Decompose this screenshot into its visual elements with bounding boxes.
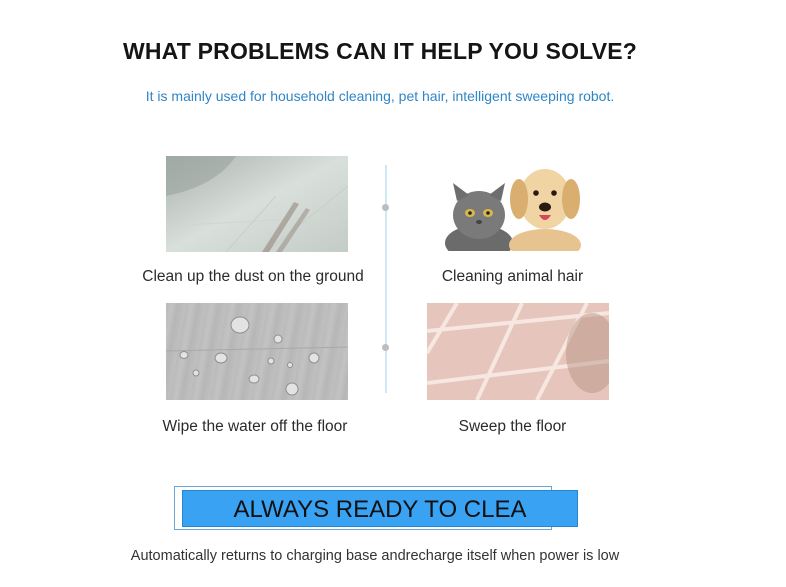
divider-dot bbox=[382, 344, 389, 351]
footer-description: Automatically returns to charging base andrecharge itself when power is low bbox=[130, 548, 620, 564]
feature-caption-water: Wipe the water off the floor bbox=[162, 418, 348, 435]
pink-tile-floor-photo bbox=[427, 303, 609, 400]
feature-caption-animal-hair: Cleaning animal hair bbox=[441, 268, 584, 285]
feature-caption-dust: Clean up the dust on the ground bbox=[142, 268, 364, 285]
page-subtitle: It is mainly used for household cleaning, pet hair, intelligent sweeping robot. bbox=[145, 88, 615, 104]
water-droplets-floor-photo bbox=[166, 303, 348, 400]
dusty-floor-photo bbox=[166, 156, 348, 252]
water-droplets-illustration bbox=[166, 303, 348, 400]
pink-tile-illustration bbox=[427, 303, 609, 400]
divider-dot bbox=[382, 204, 389, 211]
dusty-floor-illustration bbox=[166, 156, 348, 252]
cat-and-dog-illustration bbox=[427, 155, 609, 251]
ready-to-clean-banner: ALWAYS READY TO CLEA bbox=[182, 490, 578, 527]
center-divider bbox=[385, 165, 387, 393]
page-title: WHAT PROBLEMS CAN IT HELP YOU SOLVE? bbox=[122, 38, 638, 64]
cat-and-dog-photo bbox=[427, 155, 609, 251]
feature-caption-sweep: Sweep the floor bbox=[458, 418, 567, 435]
